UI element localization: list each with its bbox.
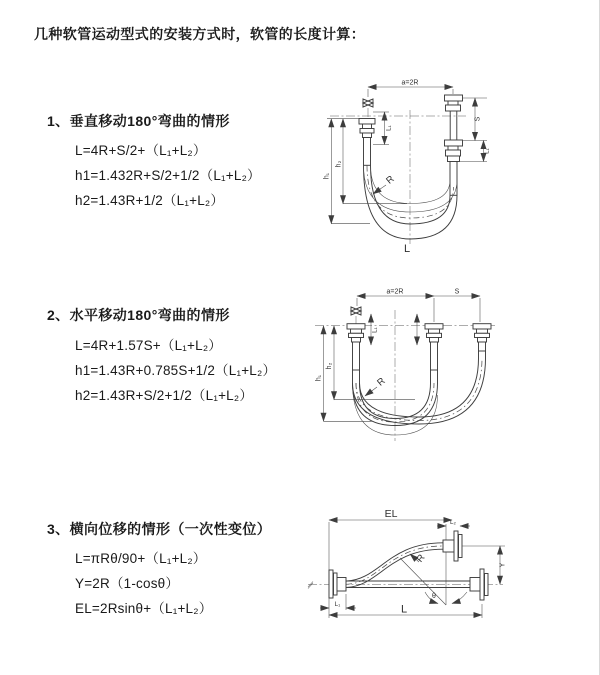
formula-1-l: L=4R+S/2+（L₁+L₂） <box>75 143 207 158</box>
dimension-top <box>357 289 480 323</box>
dim-label-a2r: a=2R <box>386 288 404 296</box>
section-3-heading: 3、横向位移的情形（一次性变位） <box>47 521 272 537</box>
radius-callout <box>365 376 388 396</box>
angle-construction <box>400 558 467 605</box>
dim-label-r: R <box>414 552 428 565</box>
page-title: 几种软管运动型式的安装方式时，软管的长度计算： <box>34 26 366 42</box>
formula-1-h1: h1=1.432R+S/2+1/2（L₁+L₂） <box>75 168 261 183</box>
valve-icon <box>363 99 373 107</box>
dim-label-l-bottom: L <box>403 243 411 255</box>
dim-label-l: L <box>400 603 408 616</box>
diagram-lateral-displacement <box>300 498 600 646</box>
dim-label-l1-right: L₁ <box>483 148 491 154</box>
dimension-left-l1 <box>373 112 393 145</box>
dimension-l2 <box>437 519 470 605</box>
hose-drawing <box>329 531 488 600</box>
dim-label-r: R <box>375 375 388 389</box>
formula-2-h1: h1=1.43R+0.785S+1/2（L₁+L₂） <box>75 363 277 378</box>
formula-3-l: L=πRθ/90+（L₁+L₂） <box>75 551 207 566</box>
dim-label-h2: h₂ <box>326 362 333 370</box>
formula-2-h2: h2=1.43R+S/2+1/2（L₁+L₂） <box>75 388 254 403</box>
diagram-vertical-180-bend <box>312 72 600 260</box>
dim-label-l1: L₁ <box>334 601 341 608</box>
hose-drawing <box>359 95 463 239</box>
formula-3-y: Y=2R（1-cosθ） <box>75 576 180 591</box>
dim-label-theta: θ <box>432 593 436 600</box>
dimension-l <box>329 604 482 619</box>
section-2-heading: 2、水平移动180°弯曲的情形 <box>47 307 230 323</box>
dim-label-s: S <box>474 116 482 122</box>
dim-label-l1-left: L₁ <box>385 125 393 131</box>
dimension-left-h <box>316 326 416 422</box>
dimension-fitting-l1 <box>371 314 417 345</box>
formula-2-l: L=4R+1.57S+（L₁+L₂） <box>75 338 222 353</box>
dimension-l1 <box>320 594 356 610</box>
section-1-heading: 1、垂直移动180°弯曲的情形 <box>47 113 230 129</box>
dim-label-h1: h₁ <box>323 172 331 180</box>
dimension-right-s <box>460 98 491 162</box>
dim-label-a2r: a=2R <box>401 79 419 87</box>
pipe-break-mark <box>308 582 313 589</box>
hose-drawing <box>347 324 491 435</box>
formula-3-el: EL=2Rsinθ+（L₁+L₂） <box>75 601 213 616</box>
dim-label-h1: h₁ <box>315 374 323 382</box>
dim-label-r: R <box>384 173 397 187</box>
radius-callout <box>373 174 397 194</box>
dim-label-h2: h₂ <box>335 160 343 168</box>
dim-label-el: EL <box>384 508 398 520</box>
formula-1-h2: h2=1.43R+1/2（L₁+L₂） <box>75 193 225 208</box>
dim-label-y: Y <box>499 562 507 568</box>
dim-label-l1: L₁ <box>371 327 379 333</box>
dimension-top <box>368 80 453 98</box>
valve-icon <box>351 307 361 315</box>
dim-label-s: S <box>454 288 460 296</box>
dim-label-l2: L₂ <box>450 519 456 526</box>
diagram-horizontal-180-bend <box>310 283 600 458</box>
